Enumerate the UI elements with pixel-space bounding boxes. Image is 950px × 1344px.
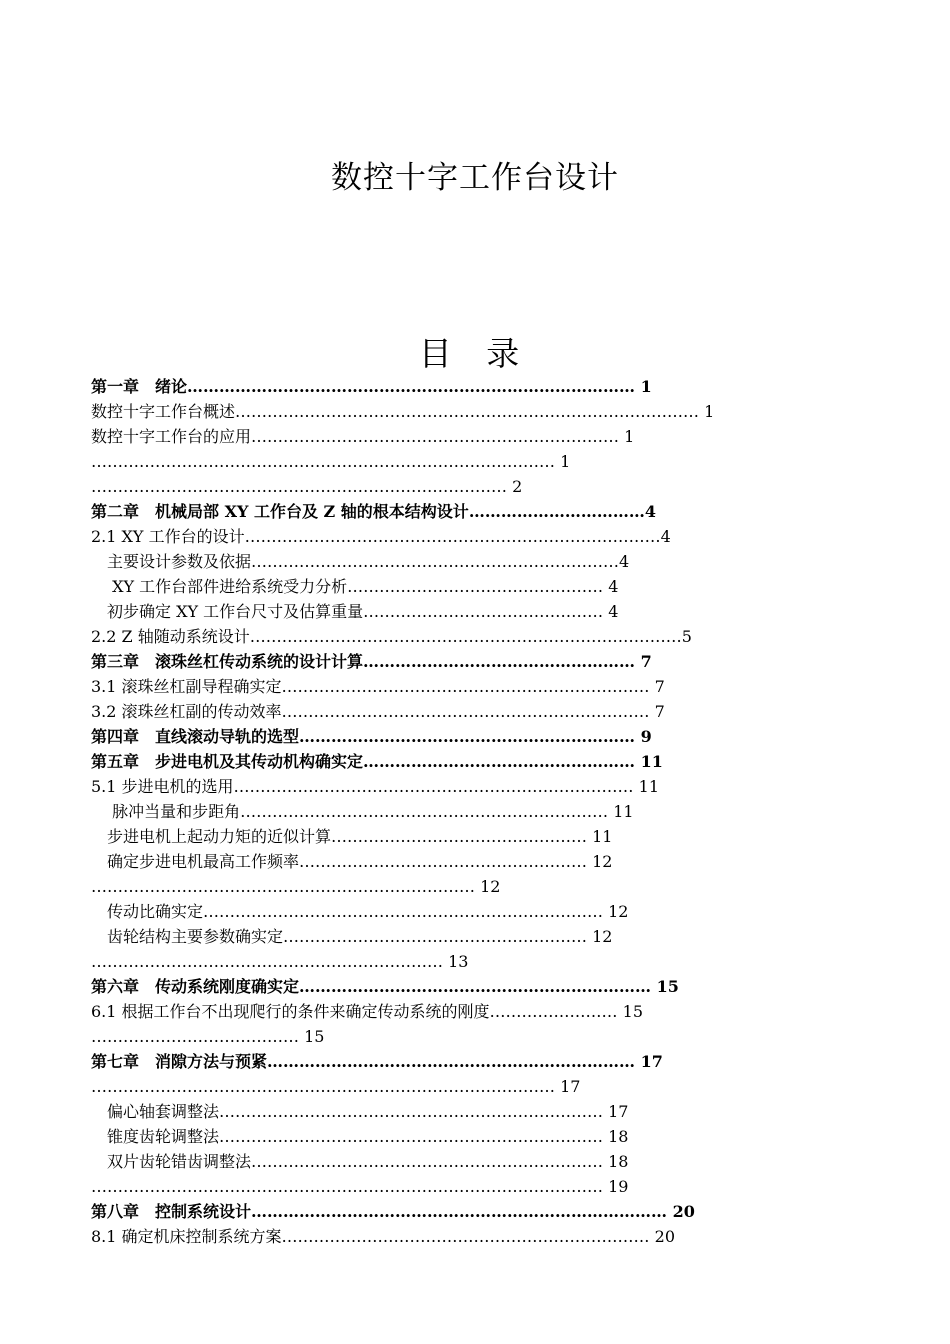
toc-entry (91, 774, 659, 799)
toc-entry-page: 20 (672, 1202, 695, 1221)
toc-entry-leader: …………………………………………………………………………………… (91, 1177, 609, 1196)
toc-entry-page: 13 (448, 952, 469, 971)
toc-entry-title: 步进电机上起动力矩的近似计算 (91, 827, 332, 846)
toc-entry-title: 5.1 步进电机的选用 (91, 777, 234, 796)
toc-entry-leader: ………………………………………………………… (299, 977, 657, 996)
toc-entry-page: 17 (640, 1052, 663, 1071)
toc-entry-leader: ……………………………………………………………… (219, 1102, 609, 1121)
toc-entry (91, 399, 714, 424)
toc-entry-page: 11 (613, 802, 634, 821)
toc-entry-leader: …………………………………………………………………………… (91, 452, 561, 471)
toc-entry (91, 474, 522, 499)
toc-entry (91, 1224, 675, 1249)
toc-entry (91, 849, 612, 874)
toc-entry (91, 1024, 324, 1049)
toc-entry-leader: …………………………………………………………… (281, 677, 655, 696)
toc-entry (91, 974, 679, 999)
toc-entry-leader: ………………………………………… (347, 577, 609, 596)
toc-entry (91, 1199, 695, 1224)
document-title: 数控十字工作台设计 (331, 160, 619, 196)
toc-entry-page: 7 (640, 652, 652, 671)
toc-entry-page: 7 (654, 702, 665, 721)
toc-entry-leader: …………………………………………… (363, 752, 641, 771)
toc-entry-title: 3.2 滚珠丝杠副的传动效率 (91, 702, 282, 721)
toc-entry-leader: …………………………… (468, 502, 645, 521)
toc-entry-leader: ……………………………………………………………… (219, 1127, 609, 1146)
toc-entry-title: 偏心轴套调整法 (91, 1102, 220, 1121)
toc-entry-page: 18 (608, 1127, 629, 1146)
toc-entry (91, 799, 634, 824)
toc-entry-leader: …………………………………………………………… (281, 1227, 655, 1246)
toc-entry-leader: ……………………………………… (363, 602, 609, 621)
toc-entry-leader: ………………………………………………………………………… (187, 377, 641, 396)
toc-entry-leader: …………………………………………………………… (251, 427, 625, 446)
toc-entry-leader: …………………………………………………………………………… (91, 1077, 561, 1096)
toc-entry-title: 第四章 直线滚动导轨的选型 (91, 727, 300, 746)
toc-entry-title: 第二章 机械局部 XY 工作台及 Z 轴的根本结构设计 (91, 502, 469, 521)
toc-entry-leader: …………………………………………………………… (281, 702, 655, 721)
toc-entry (91, 524, 671, 549)
toc-entry-page: 15 (304, 1027, 325, 1046)
toc-entry-page: 17 (560, 1077, 581, 1096)
toc-entry-page: 18 (608, 1152, 629, 1171)
toc-entry-page: 15 (656, 977, 679, 996)
toc-entry-title: 第三章 滚珠丝杠传动系统的设计计算 (91, 652, 364, 671)
toc-entry (91, 999, 643, 1024)
toc-entry-leader: …………………………………………………………………………… (235, 402, 705, 421)
toc-entry-leader: ………………………………………………………………… (203, 902, 609, 921)
toc-entry-leader: ……………………………………………………… (299, 727, 641, 746)
toc-entry-page: 12 (592, 927, 613, 946)
toc-entry-title: 数控十字工作台概述 (91, 402, 236, 421)
toc-entry-leader: ………………………………………… (331, 827, 593, 846)
toc-entry-title: 2.1 XY 工作台的设计 (91, 527, 245, 546)
toc-entry-page: 4 (608, 602, 619, 621)
toc-entry-leader: ………………………………………………… (283, 927, 593, 946)
toc-entry-page: 9 (640, 727, 652, 746)
toc-entry (91, 1099, 628, 1124)
toc-entry-title: 3.1 滚珠丝杠副导程确实定 (91, 677, 282, 696)
toc-entry-page: 12 (592, 852, 613, 871)
toc-entry-page: 4 (644, 502, 656, 521)
toc-entry (91, 899, 628, 924)
toc-entry-title: 初步确定 XY 工作台尺寸及估算重量 (91, 602, 364, 621)
toc-entry (91, 924, 612, 949)
toc-entry-page: 12 (480, 877, 501, 896)
toc-entry (91, 624, 692, 649)
toc-entry-leader: ………………………………………………………… (91, 952, 449, 971)
toc-entry-page: 11 (592, 827, 613, 846)
toc-entry-leader: …………………………………………………………………… (244, 527, 661, 546)
toc-entry-leader: …………………………………………………………… (267, 1052, 641, 1071)
toc-entry (91, 1049, 663, 1074)
toc-entry-title: 8.1 确定机床控制系统方案 (91, 1227, 282, 1246)
toc-entry (91, 599, 618, 624)
toc-entry (91, 874, 500, 899)
toc-entry-leader: …………………………………………………………………… (251, 1202, 673, 1221)
toc-entry (91, 574, 618, 599)
toc-heading: 目 录 (418, 334, 532, 373)
toc-entry (91, 649, 652, 674)
toc-entry-title: 齿轮结构主要参数确实定 (91, 927, 284, 946)
toc-entry-title: 锥度齿轮调整法 (91, 1127, 220, 1146)
toc-entry (91, 749, 663, 774)
toc-entry-leader: ………………………………………………………………… (233, 777, 639, 796)
toc-entry-page: 7 (654, 677, 665, 696)
toc-entry (91, 674, 665, 699)
toc-entry-page: 20 (654, 1227, 675, 1246)
toc-entry-page: 4 (619, 552, 630, 571)
toc-entry-leader: ………………………………… (91, 1027, 305, 1046)
toc-entry-title: 第八章 控制系统设计 (91, 1202, 252, 1221)
toc-entry (91, 724, 652, 749)
toc-entry-title: 第七章 消隙方法与预紧 (91, 1052, 268, 1071)
toc-entry-leader: …………………………………………………………… (240, 802, 614, 821)
toc-entry-page: 15 (622, 1002, 643, 1021)
toc-entry-title: 第五章 步进电机及其传动机构确实定 (91, 752, 364, 771)
toc-entry-title: 数控十字工作台的应用 (91, 427, 252, 446)
toc-entry-page: 19 (608, 1177, 629, 1196)
toc-entry (91, 1174, 628, 1199)
toc-entry (91, 1149, 628, 1174)
toc-entry-title: 传动比确实定 (91, 902, 204, 921)
toc-entry-page: 11 (638, 777, 659, 796)
toc-entry-leader: …………………………………………………………… (251, 552, 620, 571)
toc-entry-page: 1 (640, 377, 652, 396)
toc-entry-title: 第一章 绪论 (91, 377, 188, 396)
toc-entry-title: 确定步进电机最高工作频率 (91, 852, 300, 871)
toc-entry (91, 699, 665, 724)
toc-entry-title: 第六章 传动系统刚度确实定 (91, 977, 300, 996)
toc-entry-title: XY 工作台部件进给系统受力分析 (91, 577, 348, 596)
toc-entry-title: 6.1 根据工作台不出现爬行的条件来确定传动系统的刚度 (91, 1002, 490, 1021)
toc-entry-page: 5 (681, 627, 692, 646)
toc-entry-leader: ……………………………………………………………… (91, 877, 481, 896)
toc-entry-title: 2.2 Z 轴随动系统设计 (91, 627, 250, 646)
toc-entry (91, 1074, 580, 1099)
toc-entry-page: 11 (640, 752, 663, 771)
toc-entry (91, 424, 634, 449)
toc-entry (91, 499, 656, 524)
toc-entry-page: 17 (608, 1102, 629, 1121)
toc-entry (91, 824, 612, 849)
toc-entry-leader: ……………………………………………………………………… (249, 627, 682, 646)
toc-entry-page: 2 (512, 477, 523, 496)
toc-entry (91, 1124, 628, 1149)
toc-entry-page: 4 (608, 577, 619, 596)
toc-entry-title: 主要设计参数及依据 (91, 552, 252, 571)
toc-entry-page: 4 (660, 527, 671, 546)
toc-entry (91, 374, 652, 399)
toc-entry (91, 449, 570, 474)
toc-entry-title: 脉冲当量和步距角 (91, 802, 241, 821)
toc-entry-title: 双片齿轮错齿调整法 (91, 1152, 252, 1171)
toc-entry-leader: …………………………………………………………………… (91, 477, 513, 496)
toc-entry (91, 549, 629, 574)
toc-entry-leader: …………………… (489, 1002, 623, 1021)
toc-entry (91, 949, 468, 974)
toc-entry-page: 1 (704, 402, 715, 421)
toc-entry-page: 1 (624, 427, 635, 446)
toc-entry-leader: ……………………………………………… (299, 852, 593, 871)
toc-entry-leader: ………………………………………………………… (251, 1152, 609, 1171)
toc-entry-page: 12 (608, 902, 629, 921)
toc-entry-page: 1 (560, 452, 571, 471)
toc-entry-leader: …………………………………………… (363, 652, 641, 671)
